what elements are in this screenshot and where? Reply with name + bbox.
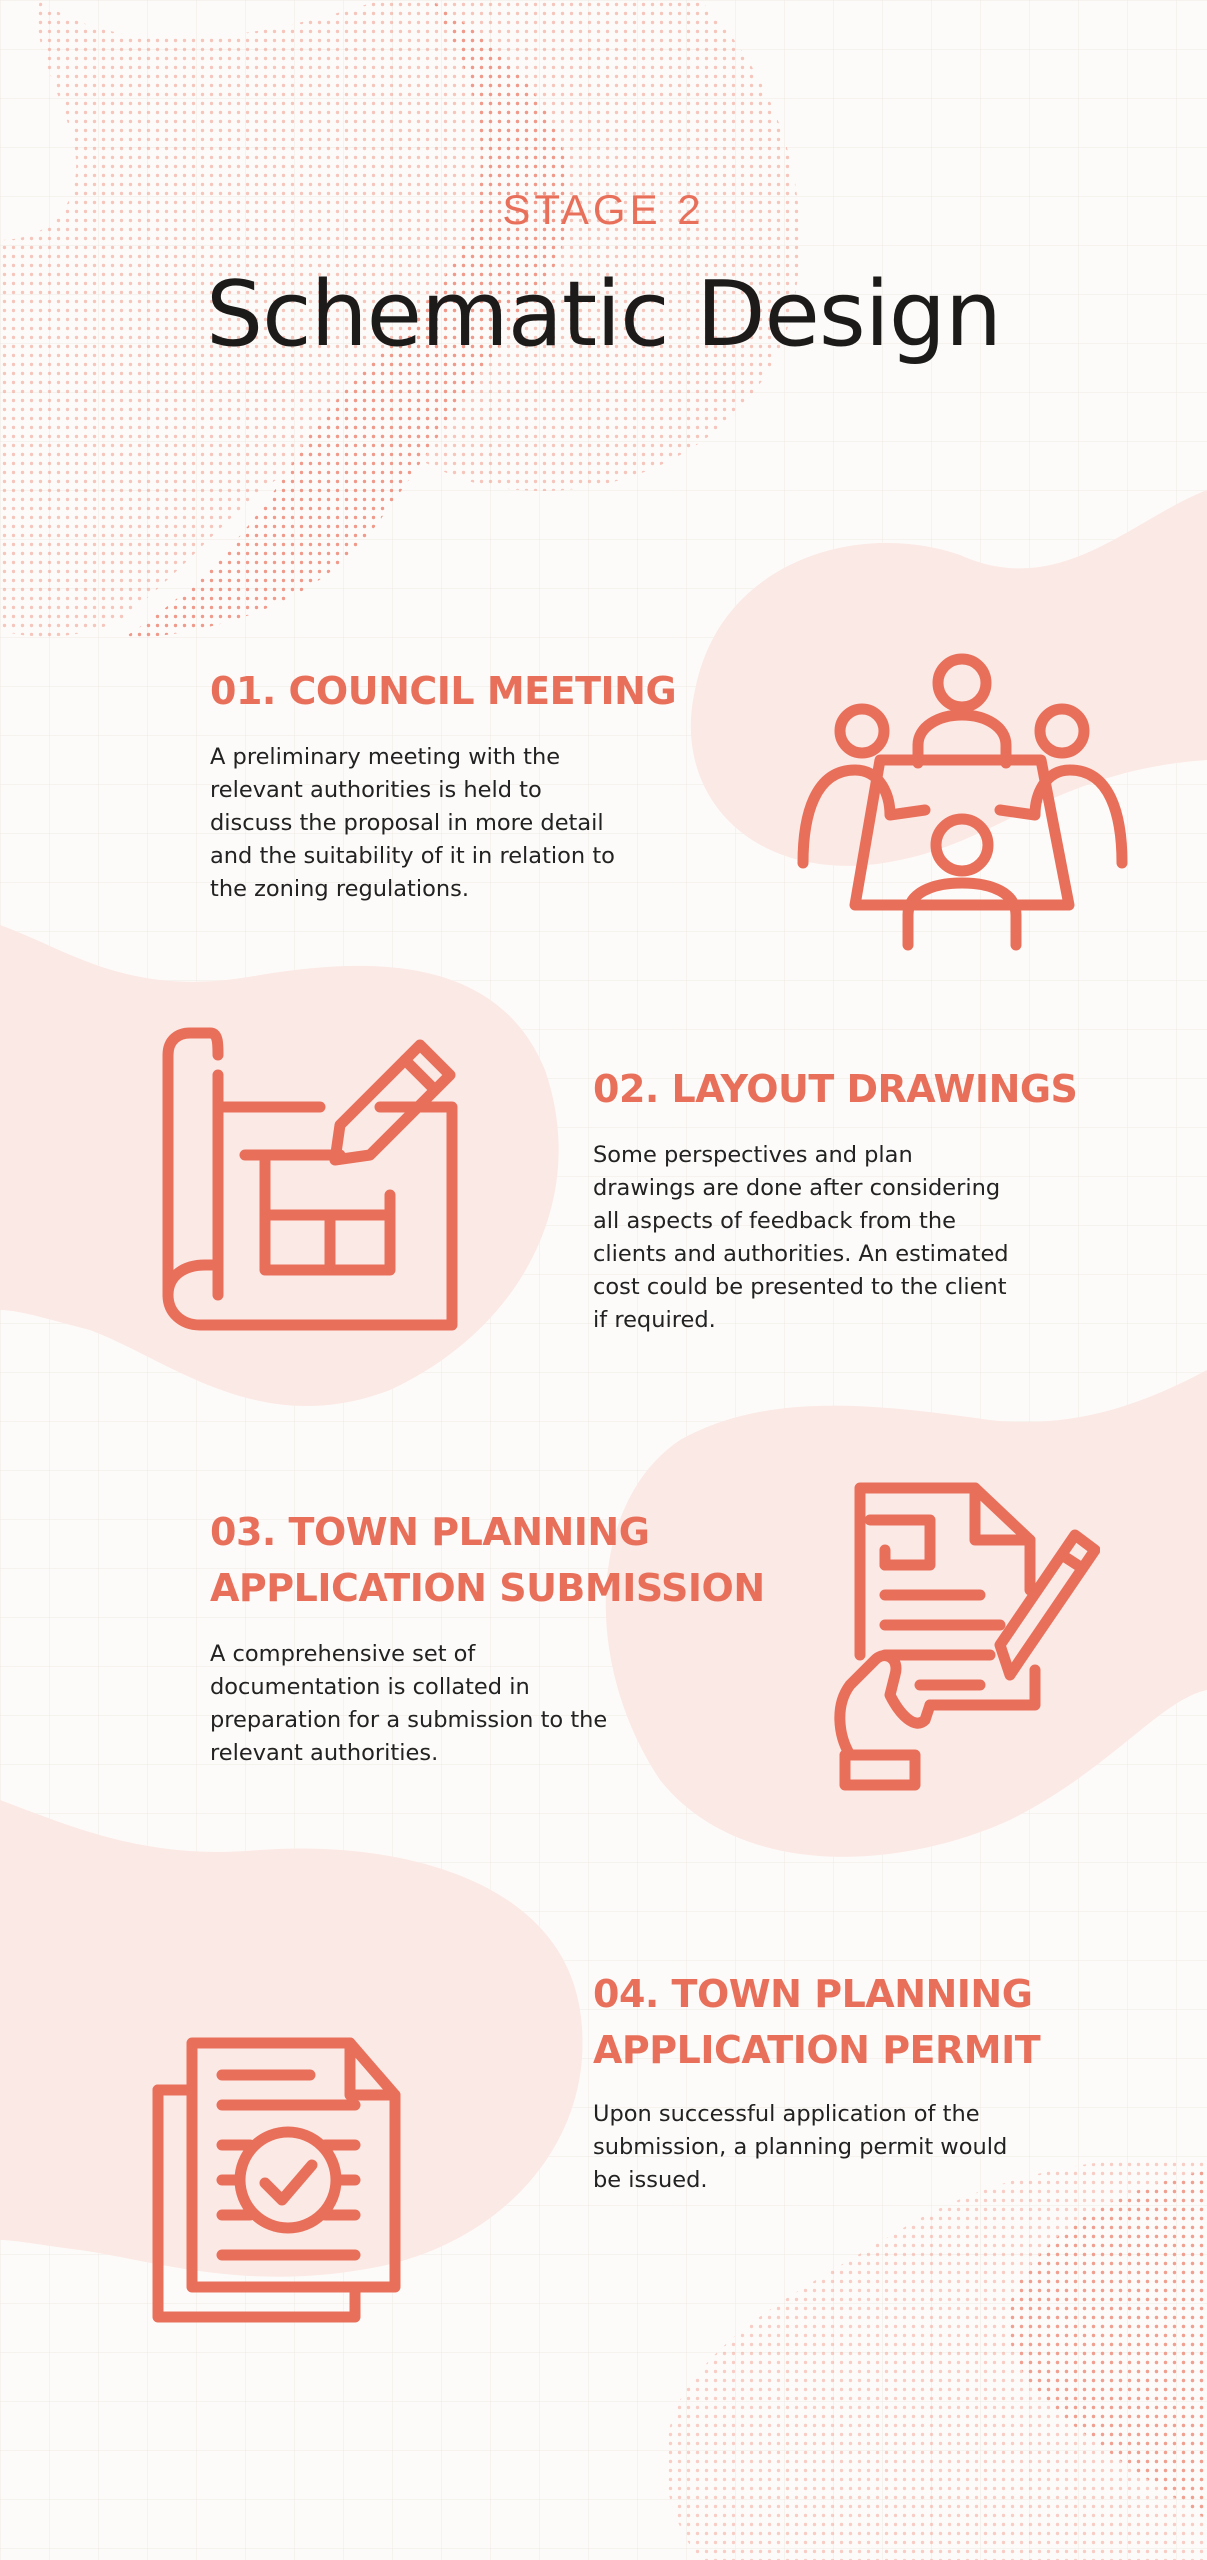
section-body-town-planning-submission: A comprehensive set of documentation is collated in preparation for a submission to the relevant authorities. xyxy=(210,1641,608,1766)
section-body-layout-drawings: Some perspectives and plan drawings are done after considering all aspects of feedback from the clients and authorities. An estimated cost could be presented to the client if required. xyxy=(593,1142,1009,1333)
council-meeting-icon xyxy=(795,645,1130,965)
stage-label: STAGE 2 xyxy=(502,186,705,233)
section-heading-layout-drawings: 02. LAYOUT DRAWINGS xyxy=(593,1067,1078,1111)
section-heading-town-planning-permit: 04. TOWN PLANNING APPLICATION PERMIT xyxy=(593,1972,1041,2072)
section-body-council-meeting: A preliminary meeting with the relevant authorities is held to discuss the proposal in more detail and the suitability of it in relation to the zoning regulations. xyxy=(210,744,615,902)
approved-document-icon xyxy=(150,2035,410,2325)
section-heading-town-planning-submission: 03. TOWN PLANNING APPLICATION SUBMISSION xyxy=(210,1510,765,1610)
page-title: Schematic Design xyxy=(206,262,1001,367)
section-heading-council-meeting: 01. COUNCIL MEETING xyxy=(210,669,677,713)
dotted-wave-bottom xyxy=(665,2158,1207,2560)
document-submission-icon xyxy=(830,1480,1100,1795)
blueprint-pencil-icon xyxy=(160,1025,470,1335)
section-body-town-planning-permit: Upon successful application of the submission, a planning permit would be issued. xyxy=(593,2101,1008,2193)
